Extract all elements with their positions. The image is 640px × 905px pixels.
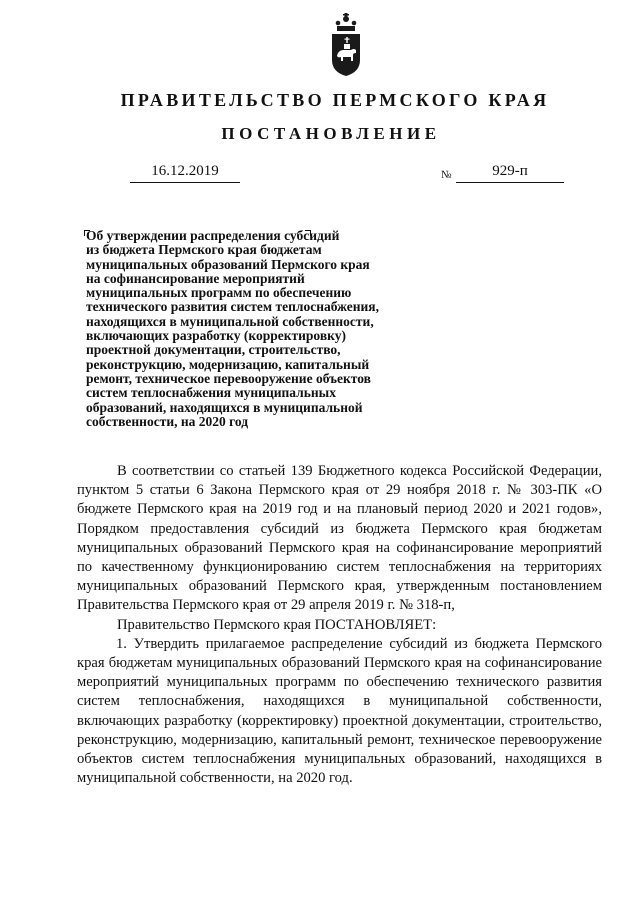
document-number: 929-п: [456, 160, 564, 183]
subject-line: включающих разработку (корректировку): [86, 328, 346, 344]
subject-line: реконструкцию, модернизацию, капитальный: [86, 356, 370, 372]
subject-line: технического развития систем теплоснабжения,: [86, 299, 379, 315]
subject-line: Об утверждении распределения субсидий: [86, 228, 340, 243]
preamble-paragraph: В соответствии со статьей 139 Бюджетного кодекса Российской Федерации, пунктом 5 статьи 6 Закона Пермского края от 29 ноября 2018 г. № 303-ПК «О бюджете Пермского края на 2019 год и на плановый период 2020 и 2021 годов», Порядком предоставления субсидий из бюджета Пермского края бюджетам муниципальных образований Пермского края на софинансирование мероприятий по качественному функционированию систем теплоснабжения на территориях муниципальных образований Пермского края, утвержденным постановлением Правительства Пермского края от 29 апреля 2019 г. № 318-п,: [77, 463, 602, 614]
document-subject: [86, 229, 426, 429]
item-1-paragraph: 1. Утвердить прилагаемое распределение субсидий из бюджета Пермского края бюджетам муниципальных образований Пермского края на софинансирование мероприятий муниципальных программ по обеспечению технического развития систем теплоснабжения, находящихся в муниципальной собственности, включающих разработку (корректировку) проектной документации, строительство, реконструкцию, модернизацию, капитальный ремонт, техническое перевооружение объектов систем теплоснабжения муниципальных образований, находящихся в муниципальной собственности, на 2020 год.: [77, 635, 602, 787]
subject-line: проектной документации, строительство,: [86, 342, 341, 358]
subject-line: ремонт, техническое перевооружение объектов: [86, 370, 371, 386]
subject-line: собственности, на 2020 год: [86, 413, 249, 429]
subject-line: находящихся в муниципальной собственности,: [86, 313, 374, 329]
document-type: ПОСТАНОВЛЕНИЕ: [221, 124, 441, 143]
coat-of-arms-icon: [329, 12, 363, 78]
resolution-paragraph: Правительство Пермского края ПОСТАНОВЛЯЕТ:: [117, 616, 437, 633]
document-body: [77, 462, 602, 788]
number-sign: №: [441, 169, 452, 181]
subject-line: систем теплоснабжения муниципальных: [86, 385, 336, 401]
subject-line: образований, находящихся в муниципальной: [86, 399, 363, 415]
subject-line: муниципальных программ по обеспечению: [86, 285, 352, 301]
subject-line: на софинансирование мероприятий: [86, 270, 305, 286]
organization-title: ПРАВИТЕЛЬСТВО ПЕРМСКОГО КРАЯ: [120, 90, 550, 110]
subject-line: из бюджета Пермского края бюджетам: [86, 242, 322, 258]
document-date: 16.12.2019: [130, 160, 240, 183]
subject-line: муниципальных образований Пермского края: [86, 256, 370, 272]
